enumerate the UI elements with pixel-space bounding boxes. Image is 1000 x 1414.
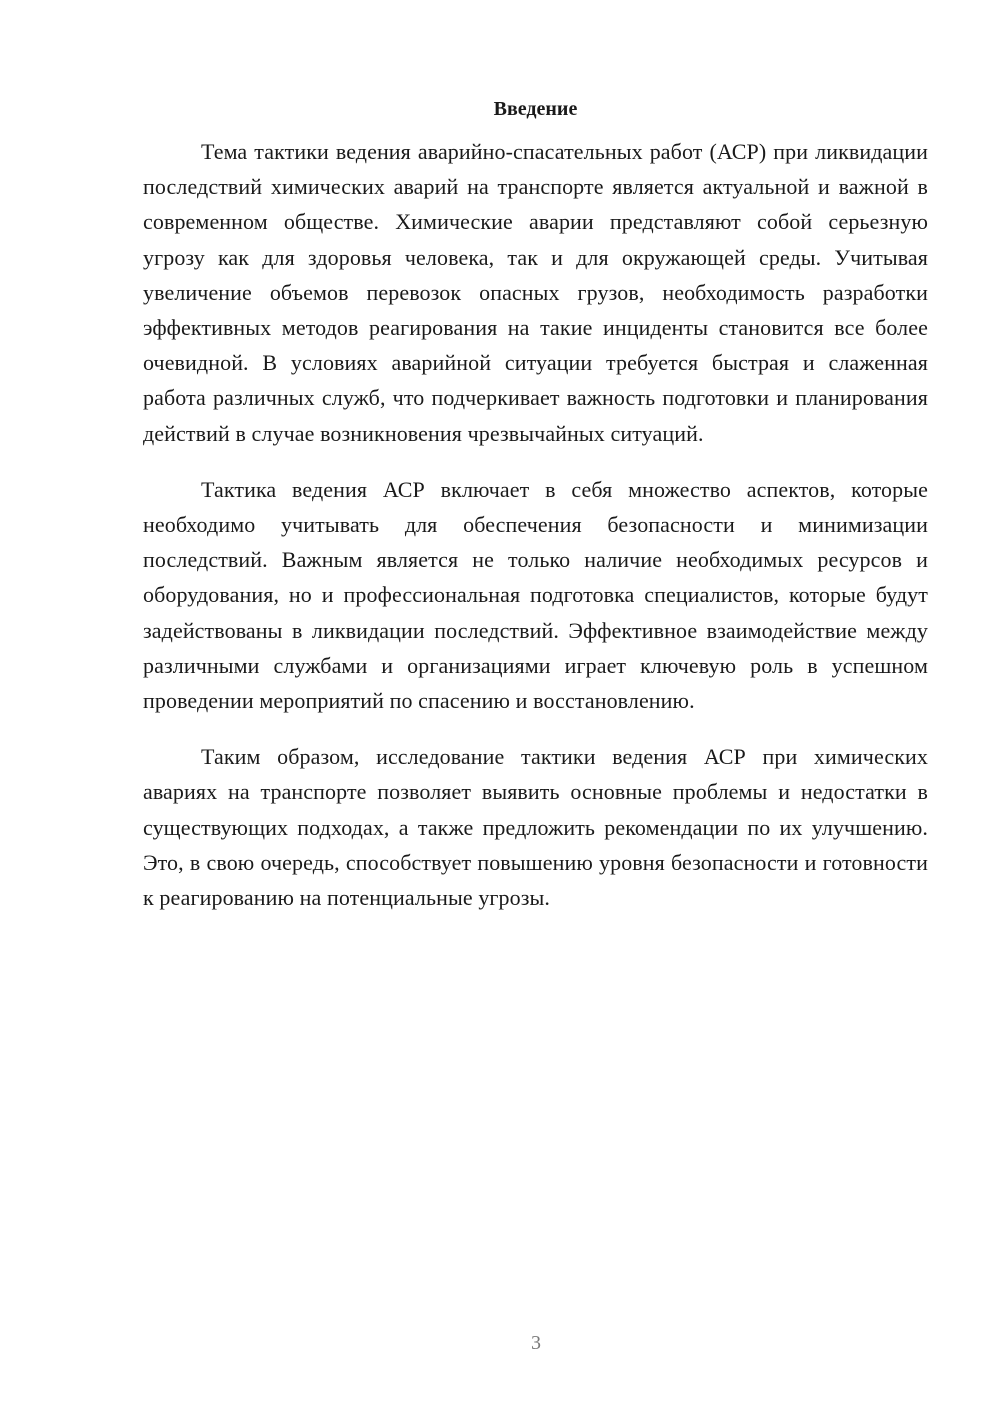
paragraph: Таким образом, исследование тактики ведения АСР при химических авариях на транспорте позволяет выявить основные проблемы и недостатки в существующих подходах, а также предложить рекомендации по их улучшению. Это, в свою очередь, способствует повышению уровня безопасности и готовности к реагированию на потенциальные угрозы. xyxy=(143,744,928,911)
paragraph: Тактика ведения АСР включает в себя множество аспектов, которые необходимо учитывать для обеспечения безопасности и минимизации последствий. Важным является не только наличие необходимых ресурсов и оборудования, но и профессиональная подготовка специалистов, которые будут задействованы в ликвидации последствий. Эффективное взаимодействие между различными службами и организациями играет ключевую роль в успешном проведении мероприятий по спасению и восстановлению. xyxy=(143,476,928,714)
paragraph: Тема тактики ведения аварийно-спасательных работ (АСР) при ликвидации последствий химических аварий на транспорте является актуальной и важной в современном обществе. Химические аварии представляют собой серьезную угрозу как для здоровья человека, так и для окружающей среды. Учитывая увеличение объемов перевозок опасных грузов, необходимость разработки эффективных методов реагирования на такие инциденты становится все более очевидной. В условиях аварийной ситуации требуется быстрая и слаженная работа различных служб, что подчеркивает важность подготовки и планирования действий в случае возникновения чрезвычайных ситуаций. xyxy=(143,139,928,446)
page-number: 3 xyxy=(531,1332,541,1354)
section-title: Введение xyxy=(493,98,578,120)
page-content xyxy=(143,92,928,936)
